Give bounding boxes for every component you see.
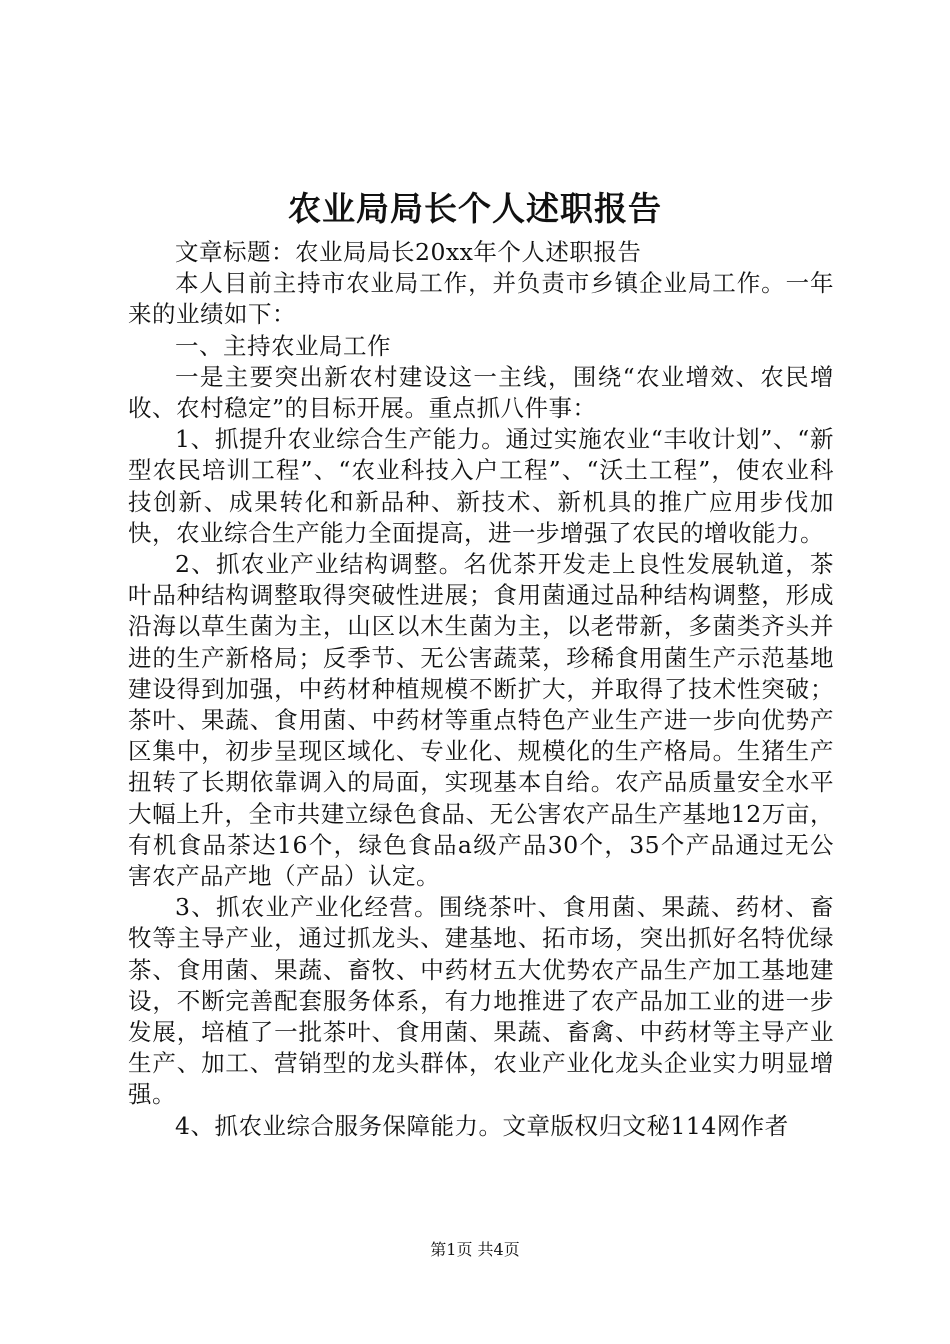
body-paragraph: 2、抓农业产业结构调整。名优茶开发走上良性发展轨道，茶叶品种结构调整取得突破性进展；食用菌通过品种结构调整，形成沿海以草生菌为主，山区以木生菌为主，以老带新，多菌类齐头并进的生产新格局；反季节、无公害蔬菜，珍稀食用菌生产示范基地建设得到加强，中药材种植规模不断扩大，并取得了技术性突破；茶叶、果蔬、食用菌、中药材等重点特色产业生产进一步向优势产区集中，初步呈现区域化、专业化、规模化的生产格局。生猪生产扭转了长期依靠调入的局面，实现基本自给。农产品质量安全水平大幅上升，全市共建立绿色食品、无公害农产品生产基地12万亩，有机食品茶达16个，绿色食品a级产品30个，35个产品通过无公害农产品产地（产品）认定。 — [128, 550, 834, 891]
body-paragraph: 一是主要突出新农村建设这一主线，围绕“农业增效、农民增收、农村稳定”的目标开展。重点抓八件事： — [128, 362, 834, 423]
body-paragraph: 4、抓农业综合服务保障能力。文章版权归文秘114网作者 — [175, 1111, 789, 1140]
page-number-footer: 第1页 共4页 — [430, 1240, 520, 1259]
section-heading: 一、主持农业局工作 — [175, 331, 391, 360]
intro-paragraph: 本人目前主持市农业局工作，并负责市乡镇企业局工作。一年来的业绩如下： — [128, 269, 834, 329]
body-paragraph: 1、抓提升农业综合生产能力。通过实施农业“丰收计划”、“新型农民培训工程”、“农业科技入户工程”、“沃土工程”，使农业科技创新、成果转化和新品种、新技术、新机具的推广应用步伐加快，农业综合生产能力全面提高，进一步增强了农民的增收能力。 — [128, 425, 834, 547]
article-title-line: 文章标题：农业局局长20xx年个人述职报告 — [175, 238, 642, 266]
document-body — [128, 237, 834, 1142]
document-title: 农业局局长个人述职报告 — [288, 189, 662, 228]
body-paragraph: 3、抓农业产业化经营。围绕茶叶、食用菌、果蔬、药材、畜牧等主导产业，通过抓龙头、建基地、拓市场，突出抓好名特优绿茶、食用菌、果蔬、畜牧、中药材五大优势农产品生产加工基地建设，不断完善配套服务体系，有力地推进了农产品加工业的进一步发展，培植了一批茶叶、食用菌、果蔬、畜禽、中药材等主导产业生产、加工、营销型的龙头群体，农业产业化龙头企业实力明显增强。 — [128, 893, 834, 1109]
